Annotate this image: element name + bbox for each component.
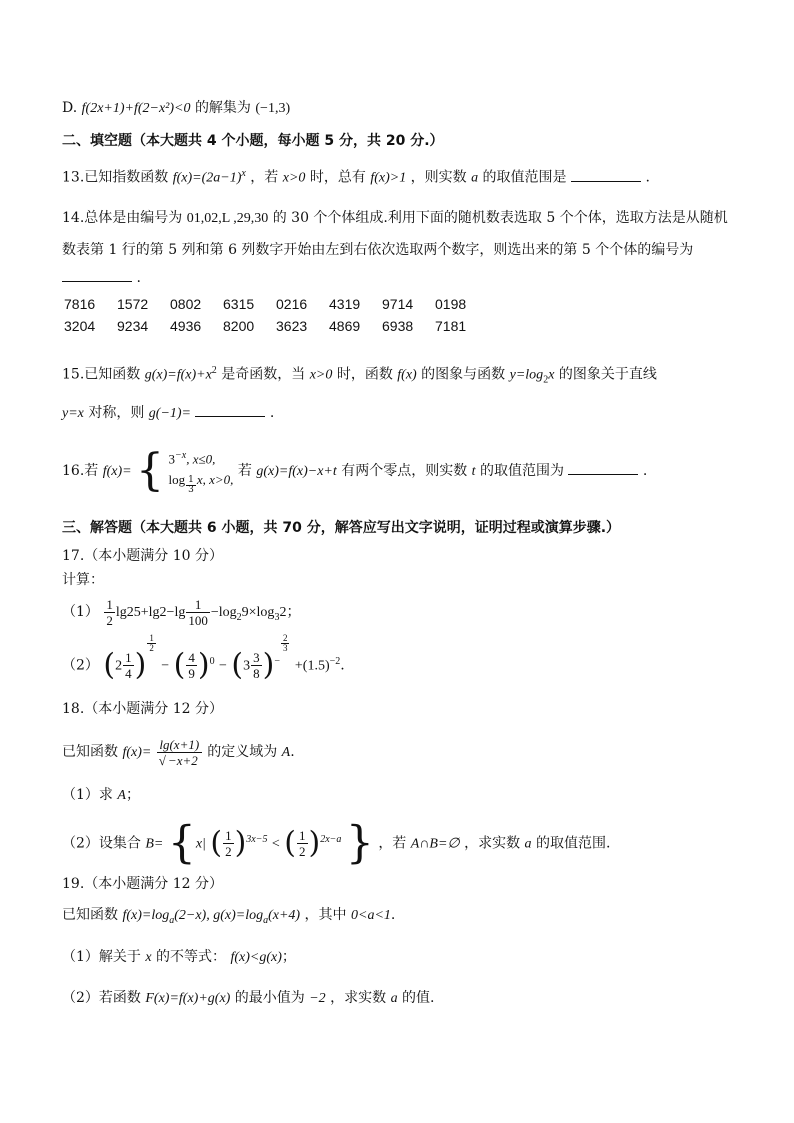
question-14-line3: . <box>62 266 141 288</box>
question-16: 16.若 f(x)= { $3^{-x}$, x≤0, log $_{\frac{1}{3}}$ x, x>0, 若 g(x)=f(x)−x+t 有两个零点，则实数 t 的取值范围为 . <box>62 444 648 496</box>
question-14-line2: 数表第 1 行的第 5 列和第 6 列数字开始由左到右依次选取两个数字，则选出来的第 5 个个体的编号为 <box>62 242 694 258</box>
piecewise-brace: { <box>136 444 165 496</box>
section-answer-heading: 三、解答题（本大题共 6 小题，共 70 分，解答应写出文字说明，证明过程或演算步骤.） <box>62 520 621 536</box>
question-18-part1: （1）求 A； <box>62 787 140 803</box>
question-19-part2: （2）若函数 F(x)=f(x)+g(x) 的最小值为 −2 ，求实数 a 的值. <box>62 990 435 1006</box>
answer-blank-14[interactable] <box>62 266 132 282</box>
question-18-stem: 已知函数 f(x)= $\frac{\lg(x+1)}{√ -x+2}$ 的定义域为 A. <box>62 736 295 768</box>
question-13: 13.已知指数函数 $f(x)=(2a-1)^x$ ，若 x>0 时，总有 f(x)>1 ，则实数 a 的取值范围是 . <box>62 164 650 189</box>
option-d: D. f(2x+1)+f(2−x²)<0 的解集为 (−1,3) <box>62 100 291 116</box>
answer-blank-15[interactable] <box>195 401 265 417</box>
question-19-title: 19.（本小题满分 12 分） <box>62 876 223 892</box>
question-18-part2: （2）设集合 B= {x| ( $\frac{1}{2}$ )$^{3x-5}$ < ( $\frac{1}{2}$ )$^{2x-a}$ } ，若 A∩B=∅ ，求实数 a 的取值范围. <box>62 817 611 869</box>
question-19-part1: （1）解关于 x 的不等式： f(x)<g(x)； <box>62 949 296 965</box>
question-17-calc: 计算： <box>62 572 104 588</box>
question-14-line1: 14.总体是由编号为 01,02,L ,29,30 的 30 个个体组成.利用下面的随机数表选取 5 个个体，选取方法是从随机 <box>62 210 728 226</box>
section-fill-in-heading: 二、填空题（本大题共 4 个小题，每小题 5 分，共 20 分.） <box>62 133 444 149</box>
table-row: 3204 9234 4936 8200 3623 4869 6938 7181 <box>64 318 467 334</box>
table-row: 7816 1572 0802 6315 0216 4319 9714 0198 <box>64 296 467 312</box>
domain-fraction: $\frac{\lg(x+1)}{√ -x+2}$ <box>157 737 202 768</box>
answer-blank-16[interactable] <box>568 459 638 475</box>
question-17-title: 17.（本小题满分 10 分） <box>62 548 223 564</box>
answer-blank-13[interactable] <box>571 166 641 182</box>
question-15-line1: 15.已知函数 $g(x)=f(x)+x^2$ 是奇函数，当 x>0 时，函数 f(x) 的图象与函数 $y=\log_2x$ 的图象关于直线 <box>62 365 657 386</box>
question-18-title: 18.（本小题满分 12 分） <box>62 701 223 717</box>
question-19-stem: 已知函数 $f(x)=\log_a(2-x)$, $g(x)=\log_a(x+4)$ ，其中 0<a<1. <box>62 907 396 926</box>
question-17-part1: （1） $\frac{1}{2}$ lg25+lg2−lg $\frac{1}{100}$ $-\log_29\times\log_32$； <box>62 596 301 628</box>
question-17-part2: （2） (2 $\frac{1}{4}$ ) $^{\frac{1}{2}}$ − ( $\frac{4}{9}$ )$^0$ − (3 $\frac{3}{8}$ )$^{- \frac{2}{3}}$ $+(1.5)^{-2}$. <box>62 633 345 683</box>
question-15-line2: y=x 对称，则 g(−1)= . <box>62 401 274 424</box>
piecewise-cases: $3^{-x}$, x≤0, log $_{\frac{1}{3}}$ x, x>0, <box>168 450 234 495</box>
random-number-table <box>64 296 488 340</box>
